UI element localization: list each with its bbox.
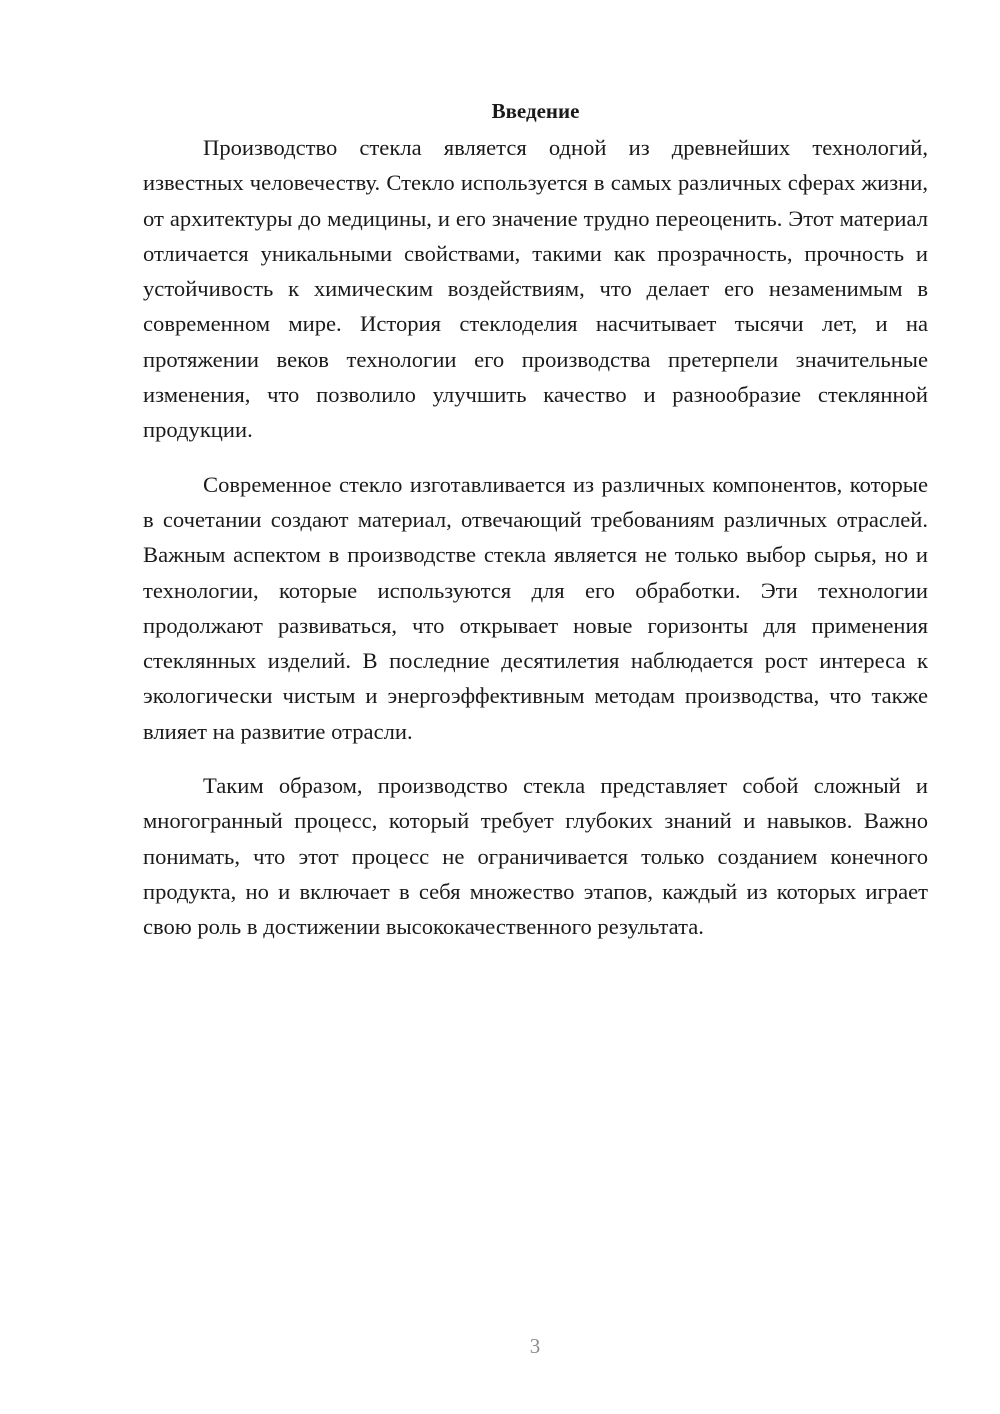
- paragraph-3: Таким образом, производство стекла представляет собой сложный и многогранный процесс, который требует глубоких знаний и навыков. Важно понимать, что этот процесс не ограничивается только созданием конечного продукта, но и включает в себя множество этапов, каждый из которых играет свою роль в достижении высококачественного результата.: [143, 773, 928, 940]
- page-number: 3: [529, 1334, 541, 1358]
- section-title: Введение: [491, 99, 580, 123]
- paragraph-1: Производство стекла является одной из древнейших технологий, известных человечеству. Стекло используется в самых различных сферах жизни, от архитектуры до медицины, и его значение трудно переоценить. Этот материал отличается уникальными свойствами, такими как прозрачность, прочность и устойчивость к химическим воздействиям, что делает его незаменимым в современном мире. История стеклоделия насчитывает тысячи лет, и на протяжении веков технологии его производства претерпели значительные изменения, что позволило улучшить качество и разнообразие стеклянной продукции.: [143, 135, 928, 443]
- page-content: [143, 96, 928, 964]
- paragraph-2: Современное стекло изготавливается из различных компонентов, которые в сочетании создают материал, отвечающий требованиям различных отраслей. Важным аспектом в производстве стекла является не только выбор сырья, но и технологии, которые используются для его обработки. Эти технологии продолжают развиваться, что открывает новые горизонты для применения стеклянных изделий. В последние десятилетия наблюдается рост интереса к экологически чистым и энергоэффективным методам производства, что также влияет на развитие отрасли.: [143, 471, 928, 744]
